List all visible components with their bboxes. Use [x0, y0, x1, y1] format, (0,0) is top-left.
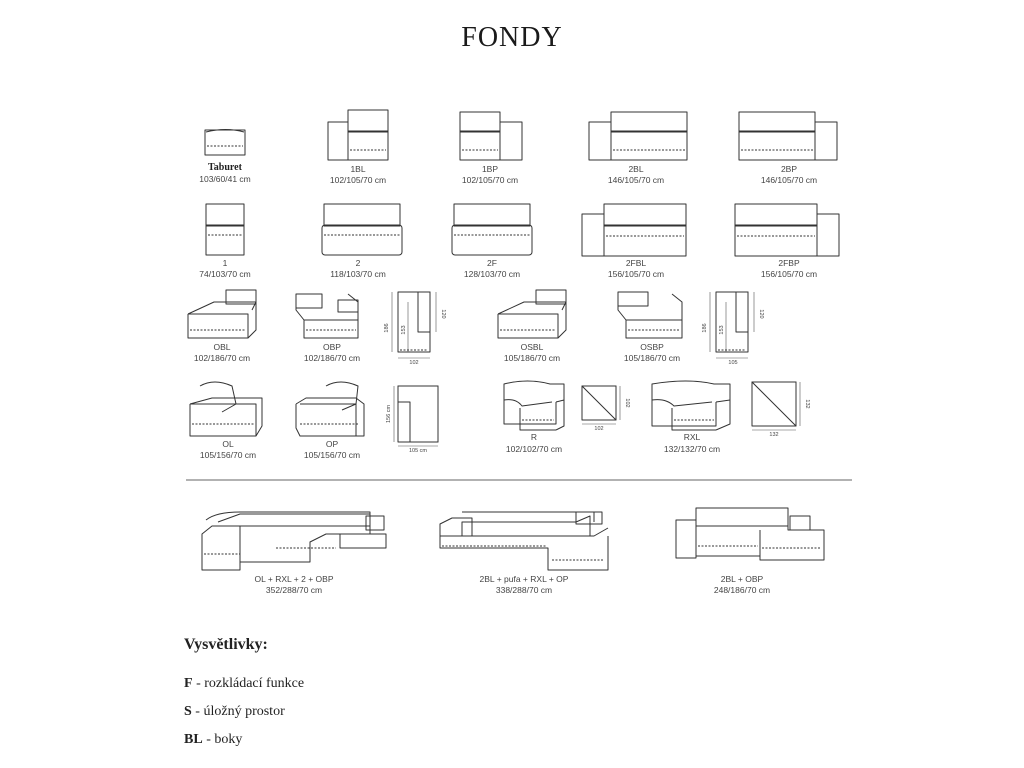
1bp-sketch [460, 112, 522, 160]
combo-name: 2BL + OBP [720, 574, 764, 584]
module-name: RXL [683, 432, 701, 442]
combo-2-sketch [440, 512, 608, 570]
op-sketch [296, 382, 364, 436]
r-sketch [504, 381, 564, 430]
obl-plan [398, 292, 430, 352]
2fbl-sketch [582, 204, 686, 256]
legend-text: - úložný prostor [191, 704, 285, 719]
module-dims: 102/186/70 cm [193, 353, 251, 363]
r-plan [582, 386, 616, 420]
module-name: 2FBL [625, 258, 647, 268]
dim-r-bottom: 102 [594, 426, 604, 432]
module-name: R [530, 432, 538, 442]
legend-heading: Vysvětlivky: [184, 636, 268, 653]
legend [184, 636, 304, 760]
module-name: 1BL [350, 164, 366, 174]
legend-key: BL [184, 732, 203, 747]
module-name: 2BL [628, 164, 644, 174]
legend-text: - rozkládací funkce [192, 676, 305, 691]
rxl-sketch [652, 381, 730, 430]
module-name: OL [222, 439, 234, 449]
module-name: OP [325, 439, 339, 449]
module-dims: 102/102/70 cm [505, 444, 563, 454]
module-dims: 146/105/70 cm [760, 175, 818, 185]
ol-sketch [190, 382, 262, 436]
legend-key: S [184, 704, 192, 719]
dim-obl-153: 153 [401, 325, 407, 335]
module-dims: 128/103/70 cm [463, 269, 521, 279]
module-name: OBP [323, 342, 341, 352]
1bl-sketch [328, 110, 388, 160]
dim-rxl-bottom: 132 [769, 432, 779, 438]
module-dims: 105/156/70 cm [199, 450, 257, 460]
combo-dims: 352/288/70 cm [265, 585, 323, 595]
module-dims: 118/103/70 cm [330, 269, 386, 279]
module-dims: 74/103/70 cm [199, 269, 251, 279]
module-name: 2 [355, 258, 361, 268]
module-dims: 156/105/70 cm [760, 269, 818, 279]
module-name: OBL [213, 342, 231, 352]
module-name: OSBP [640, 342, 664, 352]
legend-text: - boky [202, 732, 243, 747]
dim-rxl-side: 132 [804, 399, 810, 409]
combo-name: OL + RXL + 2 + OBP [254, 574, 334, 584]
legend-item-f [184, 676, 304, 693]
combo-1-sketch [202, 512, 386, 570]
module-dims: 103/60/41 cm [199, 174, 251, 184]
module-dims: 102/186/70 cm [303, 353, 361, 363]
dim-r-side: 102 [624, 398, 630, 408]
dim-osbp-186: 186 [702, 323, 708, 333]
combo-3-sketch [676, 508, 824, 560]
obl-sketch [188, 290, 256, 338]
module-dims: 132/132/70 cm [663, 444, 721, 454]
combo-name: 2BL + pufa + RXL + OP [479, 574, 569, 584]
osbp-plan [716, 292, 748, 352]
2-sketch [322, 204, 402, 255]
osbl-sketch [498, 290, 566, 338]
dim-osbp-153: 153 [719, 325, 725, 335]
module-name: 2FBP [778, 258, 800, 268]
rxl-plan [752, 382, 796, 426]
1-sketch [206, 204, 244, 255]
2bp-sketch [739, 112, 837, 160]
module-name: 1BP [481, 164, 499, 174]
module-dims: 105/156/70 cm [303, 450, 361, 460]
dim-osbp-120: 120 [758, 309, 764, 319]
page-title: FONDY [461, 22, 563, 53]
dim-obl-120: 120 [440, 309, 446, 319]
module-dims: 146/105/70 cm [607, 175, 665, 185]
module-dims: 156/105/70 cm [607, 269, 665, 279]
module-name: 2F [487, 258, 497, 268]
module-name: 2BP [780, 164, 798, 174]
module-name: 1 [222, 258, 228, 268]
dim-osbp-105: 105 [728, 360, 738, 366]
ol-plan [398, 386, 438, 442]
module-name: Taburet [208, 162, 242, 173]
2fbp-sketch [735, 204, 839, 256]
dim-ol-156: 156 cm [386, 404, 392, 424]
dim-obl-102: 102 [409, 360, 419, 366]
dim-obl-186: 186 [384, 323, 390, 333]
module-dims: 105/186/70 cm [623, 353, 681, 363]
taburet-sketch [205, 130, 245, 156]
module-dims: 102/105/70 cm [461, 175, 519, 185]
combo-dims: 248/186/70 cm [713, 585, 771, 595]
obp-sketch [296, 294, 358, 338]
2f-sketch [452, 204, 532, 255]
module-dims: 102/105/70 cm [329, 175, 387, 185]
legend-item-s [184, 704, 304, 721]
dim-ol-105: 105 cm [408, 448, 428, 454]
combo-dims: 338/288/70 cm [495, 585, 553, 595]
legend-item-bl [184, 732, 304, 749]
module-dims: 105/186/70 cm [503, 353, 561, 363]
legend-key: F [184, 676, 193, 691]
osbp-sketch [618, 292, 682, 338]
2bl-sketch [589, 112, 687, 160]
module-name: OSBL [520, 342, 544, 352]
